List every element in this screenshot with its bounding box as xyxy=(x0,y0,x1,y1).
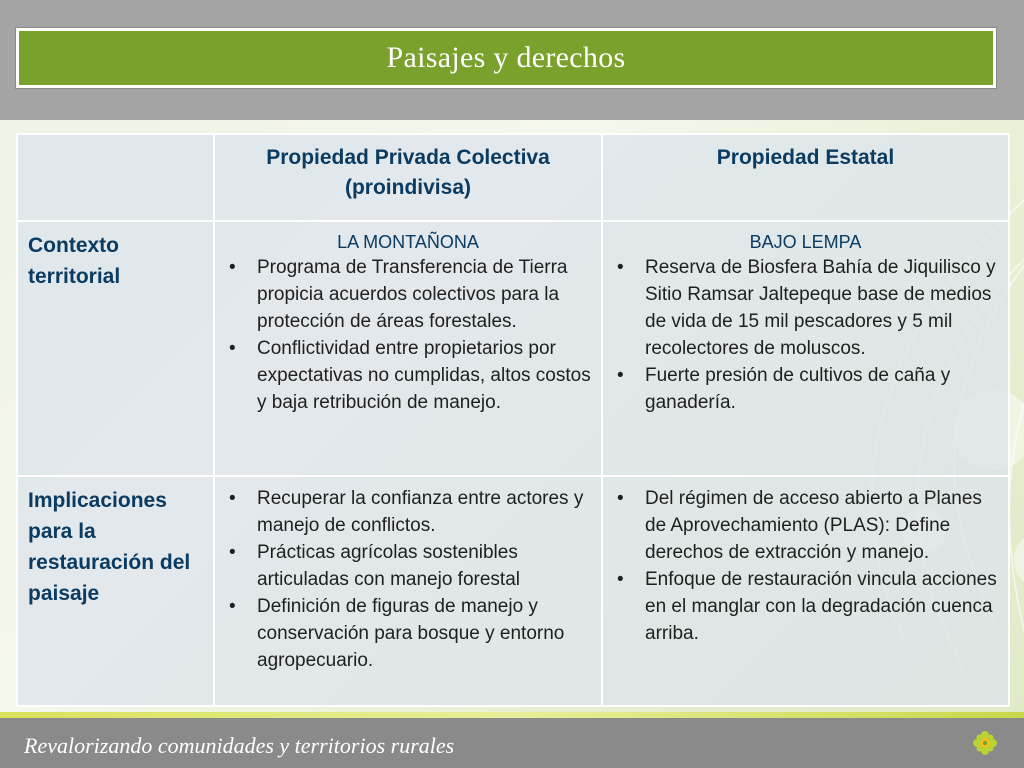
bullet-list xyxy=(613,485,998,647)
bullet-list xyxy=(225,485,591,674)
header-state-property: Propiedad Estatal xyxy=(602,134,1009,221)
flower-logo-icon xyxy=(972,730,998,756)
row-label-territorial-context xyxy=(17,221,214,476)
cell-title-bajo-lempa: BAJO LEMPA xyxy=(749,232,862,252)
slide-title: Paisajes y derechos xyxy=(386,41,626,74)
header-private-line2: (proindivisa) xyxy=(344,176,471,199)
table-row xyxy=(17,476,1009,706)
title-banner xyxy=(16,28,996,88)
list-item: • Prácticas agrícolas sostenibles articuladas con manejo forestal xyxy=(225,539,591,593)
list-item: • Programa de Transferencia de Tierra propicia acuerdos colectivos para la protección de áreas forestales. xyxy=(225,254,591,335)
header-private-collective xyxy=(214,134,602,221)
comparison-table xyxy=(16,133,1010,707)
table-header-row xyxy=(17,134,1009,221)
list-item: • Reserva de Biosfera Bahía de Jiquilisco y Sitio Ramsar Jaltepeque base de medios de vida de 15 mil pescadores y 5 mil recolectores de moluscos. xyxy=(613,254,998,362)
list-item: • Enfoque de restauración vincula acciones en el manglar con la degradación cuenca arriba. xyxy=(613,566,998,647)
list-item: • Recuperar la confianza entre actores y manejo de conflictos. xyxy=(225,485,591,539)
cell-bajo-lempa xyxy=(602,221,1009,476)
list-item: • Definición de figuras de manejo y conservación para bosque y entorno agropecuario. xyxy=(225,593,591,674)
header-empty-cell xyxy=(17,134,214,221)
bullet-list xyxy=(613,254,998,416)
header-private-line1: Propiedad Privada Colectiva xyxy=(266,146,550,169)
list-item: • Conflictividad entre propietarios por expectativas no cumplidas, altos costos y baja retribución de manejo. xyxy=(225,335,591,416)
bullet-list xyxy=(225,254,591,416)
cell-state-implications xyxy=(602,476,1009,706)
cell-montanona xyxy=(214,221,602,476)
row-label-text: Contexto territorial xyxy=(28,234,121,288)
row-label-restoration-implications: Implicaciones para la restauración del paisaje xyxy=(17,476,214,706)
list-item: • Del régimen de acceso abierto a Planes de Aprovechamiento (PLAS): Define derechos de extracción y manejo. xyxy=(613,485,998,566)
cell-title-montanona: LA MONTAÑONA xyxy=(337,232,479,252)
footer-tagline: Revalorizando comunidades y territorios rurales xyxy=(24,733,455,758)
table-row xyxy=(17,221,1009,476)
list-item: • Fuerte presión de cultivos de caña y ganadería. xyxy=(613,362,998,416)
cell-private-implications xyxy=(214,476,602,706)
